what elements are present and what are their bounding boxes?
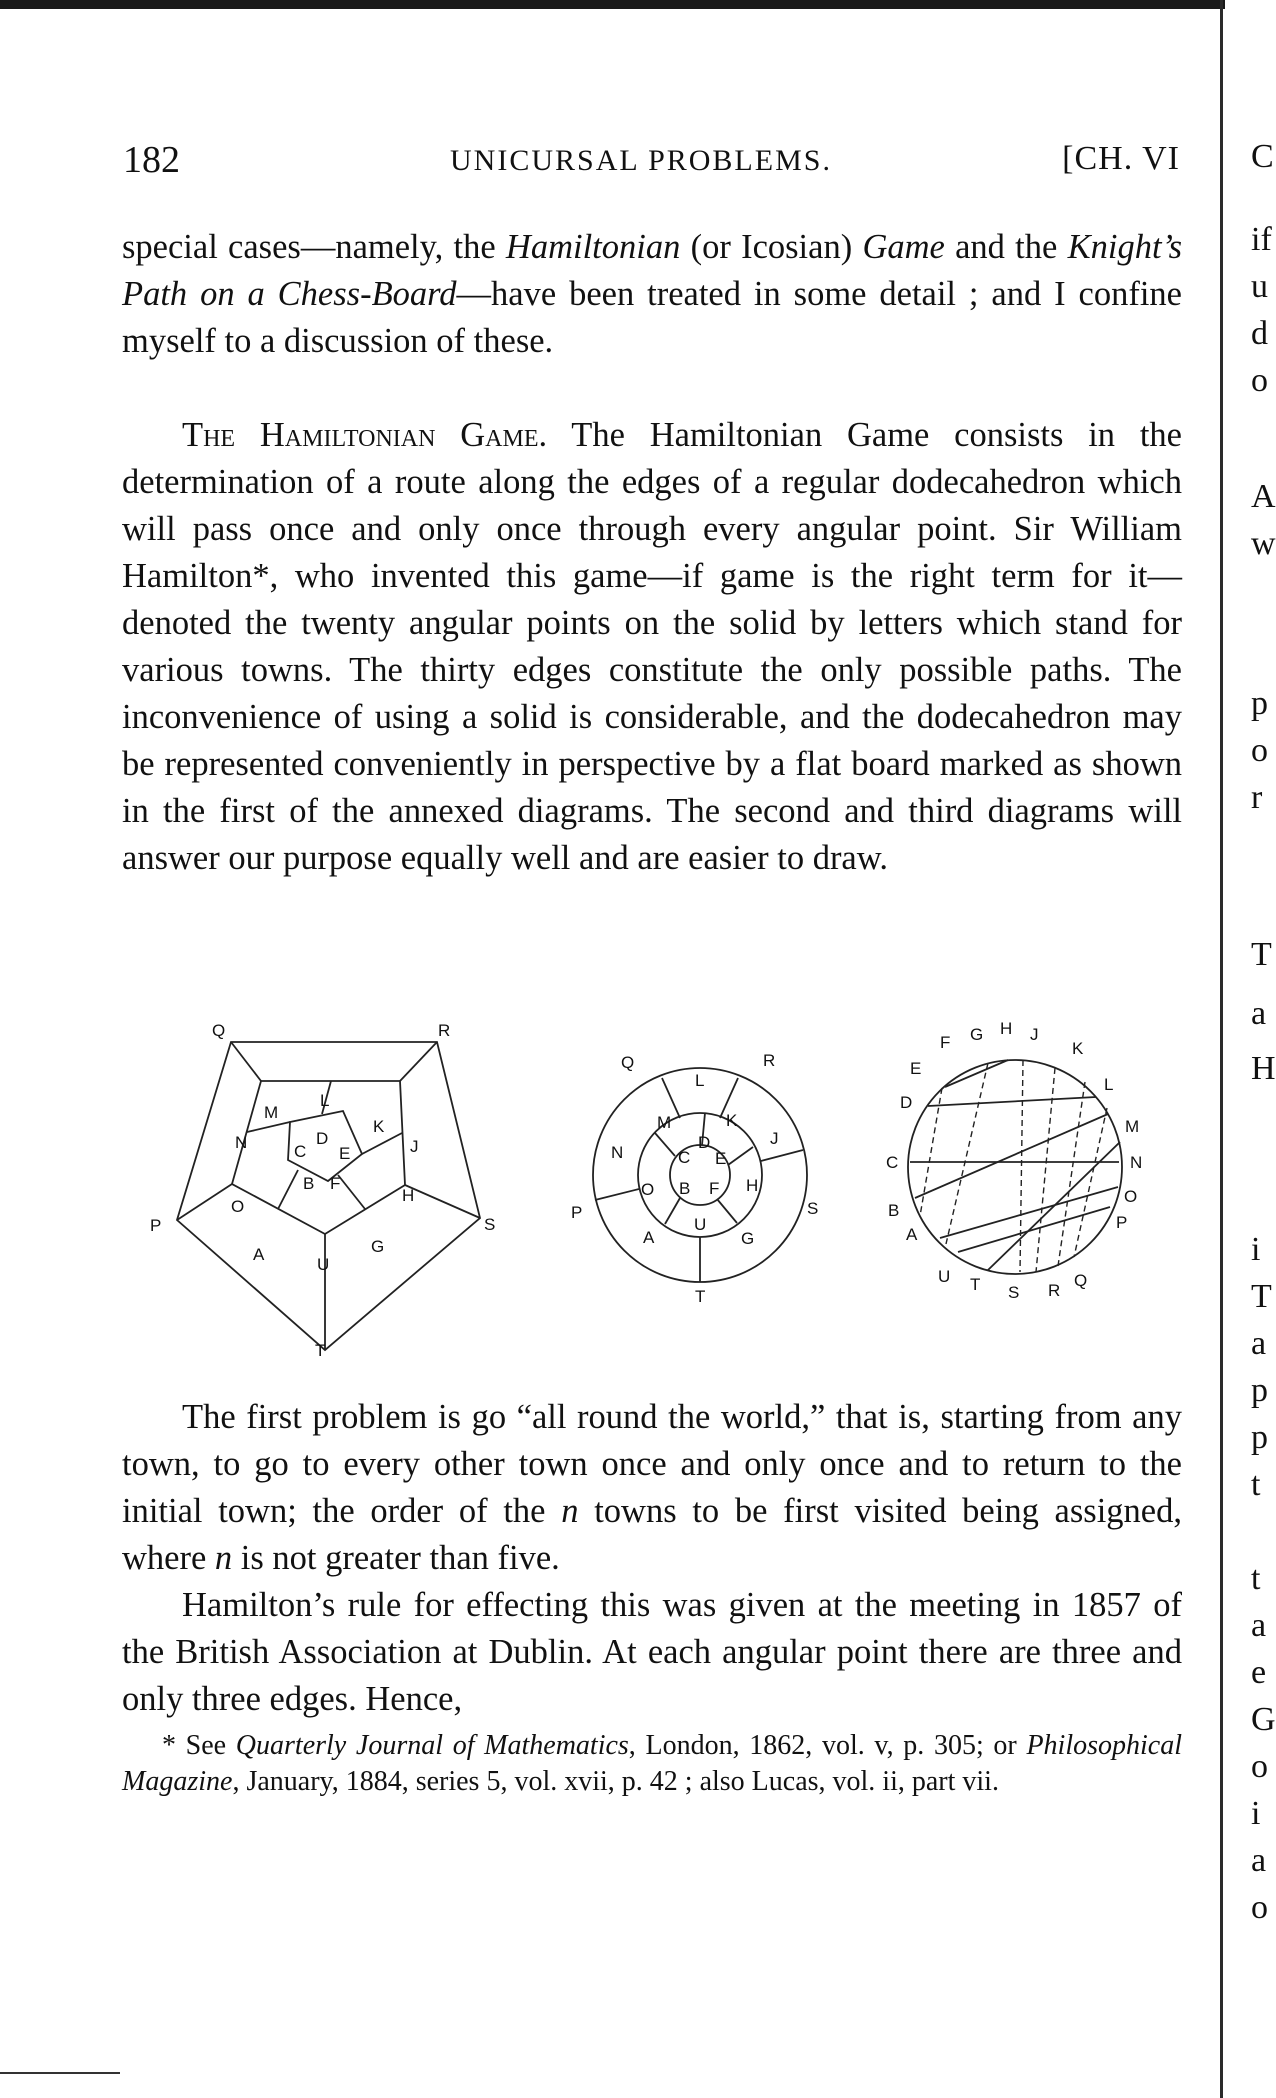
vertex-label: H (402, 1186, 415, 1205)
facing-fragment: r (1251, 779, 1263, 816)
facing-fragment: o (1251, 732, 1268, 769)
circle-diagram (565, 1040, 835, 1310)
page-number: 182 (123, 139, 180, 181)
facing-fragment: o (1251, 1748, 1268, 1785)
ring-edges (908, 1060, 1122, 1274)
facing-fragment: p (1251, 685, 1268, 722)
intro-paragraph (122, 224, 1182, 365)
facing-fragment: T (1251, 936, 1272, 973)
vertex-label: M (264, 1103, 279, 1122)
facing-fragment: i (1251, 1231, 1261, 1268)
facing-fragment: A (1251, 478, 1276, 515)
vertex-label: O (231, 1197, 245, 1216)
facing-fragment: if (1251, 221, 1272, 258)
facing-fragment: t (1251, 1560, 1261, 1597)
vertex-label: L (1104, 1075, 1114, 1094)
text-run: special cases—namely, the (122, 228, 506, 266)
vertex-label: F (330, 1174, 341, 1193)
vertex-label: R (438, 1021, 451, 1040)
vertex-label: E (910, 1059, 922, 1078)
vertex-label: D (316, 1129, 329, 1148)
facing-fragment: C (1251, 138, 1274, 175)
vertex-label: N (235, 1133, 248, 1152)
vertex-label: U (317, 1255, 330, 1274)
facing-fragment: e (1251, 1654, 1267, 1691)
vertex-label: O (1124, 1187, 1138, 1206)
problem-paragraph (122, 1394, 1182, 1582)
section-heading: The Hamiltonian Game. (182, 416, 548, 454)
text-run: * See (162, 1730, 236, 1761)
facing-fragment: i (1251, 1795, 1261, 1832)
vertex-label: D (698, 1133, 711, 1152)
hamiltonian-paragraph (122, 412, 1182, 882)
facing-fragment: G (1251, 1701, 1276, 1738)
facing-fragment: H (1251, 1050, 1276, 1087)
text-run: , January, 1884, series 5, vol. xvii, p. 42 ; also Lucas, vol. ii, part vii. (232, 1766, 999, 1797)
chapter-label: [CH. VI (1062, 140, 1180, 177)
vertex-label: T (970, 1275, 981, 1294)
text-run: The Hamiltonian Game consists in the determination of a route along the edges of a regular dodecahedron which will pass once and only once through every angular point. Sir William Hamilton*, who invented this game—if game is the right term for it—denoted the twenty angular points on the solid by letters which stand for various towns. The thirty edges constitute the only possible paths. The inconvenience of using a solid is considerable, and the dodecahedron may be represented conveniently in perspective by a flat board marked as shown in the first of the annexed diagrams. The second and third diagrams will answer our purpose equally well and are easier to draw. (122, 416, 1182, 877)
vertex-label: R (1048, 1281, 1061, 1300)
vertex-label: S (484, 1215, 496, 1234)
vertex-label: G (371, 1237, 385, 1256)
vertex-label: M (1125, 1117, 1140, 1136)
footnote-text (122, 1728, 1182, 1800)
running-head (120, 138, 1180, 188)
vertex-label: P (571, 1203, 583, 1222)
facing-fragment: a (1251, 1325, 1267, 1362)
italic-run: Hamiltonian (505, 228, 681, 266)
vertex-label: J (410, 1137, 419, 1156)
italic-run: n (561, 1492, 579, 1530)
vertex-label: T (315, 1341, 326, 1360)
italic-run: Philosophical Magazine (122, 1730, 1182, 1797)
vertex-label: F (940, 1033, 951, 1052)
vertex-label: G (741, 1229, 755, 1248)
vertex-label: L (320, 1091, 330, 1110)
vertex-label: B (888, 1201, 900, 1220)
text-run: is not greater than five. (232, 1539, 560, 1577)
facing-fragment: a (1251, 1842, 1267, 1879)
vertex-label: E (339, 1144, 351, 1163)
vertex-label: A (643, 1228, 655, 1247)
vertex-label: Q (1074, 1271, 1088, 1290)
text-run: —have been treated in some detail ; and I confine myself to a discussion of these. (122, 275, 1182, 360)
vertex-label: C (678, 1148, 691, 1167)
vertex-label: A (253, 1245, 265, 1264)
facing-fragment: w (1251, 525, 1276, 562)
vertex-label: O (641, 1180, 655, 1199)
facing-fragment: o (1251, 1889, 1268, 1926)
circle-edges (593, 1068, 807, 1282)
vertex-label: Q (212, 1021, 226, 1040)
facing-page-strip (1223, 0, 1276, 2098)
vertex-label: B (303, 1174, 315, 1193)
text-run: towns to be first visited being assigned, where (122, 1492, 1182, 1577)
vertex-label: K (373, 1117, 385, 1136)
text-run: and the (944, 228, 1068, 266)
rule-paragraph: Hamilton’s rule for effecting this was given at the meeting in 1857 of the British Association at Dublin. At each angular point there are three and only three edges. Hence, (122, 1586, 1182, 1718)
vertex-label: M (657, 1113, 672, 1132)
text-run: , London, 1862, vol. v, p. 305; or (628, 1730, 1027, 1761)
vertex-label: H (746, 1176, 759, 1195)
vertex-label: E (715, 1149, 727, 1168)
vertex-label: J (1030, 1025, 1039, 1044)
corner-mark (0, 2072, 120, 2074)
italic-run: Knight’s Path on a Chess-Board (122, 228, 1182, 313)
vertex-label: L (695, 1071, 705, 1090)
vertex-label: P (150, 1216, 162, 1235)
facing-fragment: p (1251, 1372, 1268, 1409)
vertex-label: H (1000, 1019, 1013, 1038)
vertex-label: C (886, 1153, 899, 1172)
vertex-label: A (906, 1225, 918, 1244)
vertex-label: K (1072, 1039, 1084, 1058)
footnote (122, 1728, 1182, 1800)
pentagon-diagram (140, 1018, 510, 1358)
facing-fragment: T (1251, 1278, 1272, 1315)
vertex-label: U (694, 1215, 707, 1234)
facing-fragment: u (1251, 268, 1268, 305)
vertex-label: U (938, 1267, 951, 1286)
vertex-label: S (807, 1199, 819, 1218)
vertex-label: F (709, 1179, 720, 1198)
vertex-label: K (726, 1111, 738, 1130)
vertex-label: T (695, 1287, 706, 1306)
facing-fragment: t (1251, 1466, 1261, 1503)
vertex-label: J (770, 1129, 779, 1148)
vertex-label: R (763, 1051, 776, 1070)
vertex-label: G (970, 1025, 984, 1044)
vertex-label: Q (621, 1053, 635, 1072)
text-run: The first problem is go “all round the world,” that is, starting from any town, to go to every other town once and only once and to return to the initial town; the order of the (122, 1398, 1182, 1530)
vertex-label: D (900, 1093, 913, 1112)
vertex-label: S (1008, 1283, 1020, 1302)
running-title: UNICURSAL PROBLEMS. (450, 144, 832, 177)
facing-fragment: a (1251, 1607, 1267, 1644)
facing-fragment: p (1251, 1419, 1268, 1456)
body-text-upper (122, 224, 1182, 882)
facing-fragment: d (1251, 315, 1268, 352)
top-rule (0, 0, 1225, 9)
body-text-lower (122, 1394, 1182, 1723)
vertex-label: N (611, 1143, 624, 1162)
italic-run: Game (862, 228, 945, 266)
text-run: (or Icosian) (680, 228, 863, 266)
italic-run: Quarterly Journal of Mathematics (235, 1730, 629, 1761)
italic-run: n (214, 1539, 233, 1577)
ring-diagram (870, 1002, 1160, 1322)
pentagon-edges (177, 1042, 480, 1350)
vertex-label: B (679, 1179, 691, 1198)
vertex-label: C (294, 1142, 307, 1161)
facing-fragment: a (1251, 995, 1267, 1032)
vertex-label: N (1130, 1153, 1143, 1172)
vertex-label: P (1116, 1213, 1128, 1232)
facing-fragment: o (1251, 362, 1268, 399)
